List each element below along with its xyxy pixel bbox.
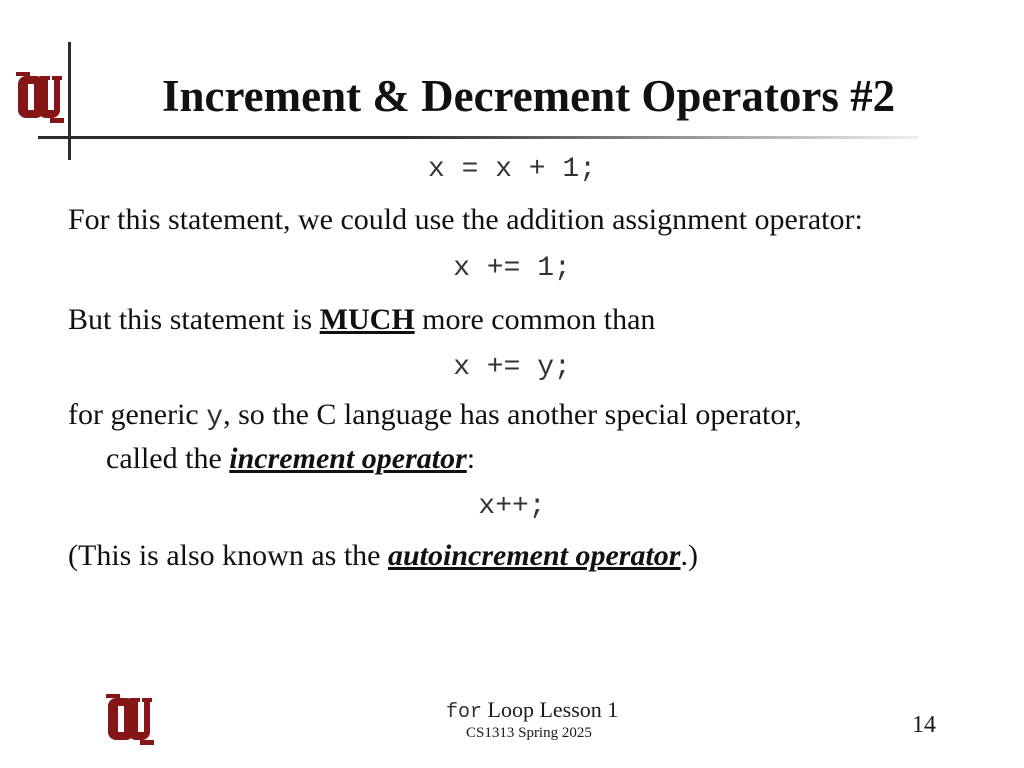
inline-code-y: y	[206, 402, 224, 433]
paragraph-2-text-b: more common than	[414, 303, 656, 336]
slide-title: Increment & Decrement Operators #2	[162, 71, 896, 121]
paragraph-3	[68, 398, 802, 433]
term-increment-operator: increment operator	[229, 442, 467, 475]
header-rule-fade	[400, 136, 960, 139]
paragraph-2-text-a: But this statement is	[68, 303, 320, 336]
footer-code-for: for	[446, 701, 483, 724]
code-line-3: x += y;	[453, 352, 571, 383]
paragraph-4	[106, 442, 475, 476]
footer-lesson-title	[446, 697, 618, 724]
paragraph-4-text-b: :	[466, 442, 476, 475]
paragraph-5-text-b: .)	[680, 539, 698, 572]
paragraph-5-text-a: (This is also known as the	[68, 539, 388, 572]
paragraph-1: For this statement, we could use the addition assignment operator:	[68, 203, 863, 236]
paragraph-4-text-a: called the	[106, 442, 230, 475]
code-line-4: x++;	[478, 491, 546, 522]
paragraph-5	[68, 539, 698, 573]
paragraph-2	[68, 303, 655, 337]
code-line-1: x = x + 1;	[427, 154, 597, 185]
ou-logo-icon	[14, 66, 70, 130]
paragraph-3-text-a: for generic	[68, 398, 207, 431]
footer-course: CS1313 Spring 2025	[466, 725, 592, 741]
term-autoincrement-operator: autoincrement operator	[387, 539, 681, 572]
ou-logo-icon	[104, 688, 160, 752]
page-number: 14	[912, 712, 936, 738]
code-line-2: x += 1;	[453, 253, 571, 284]
paragraph-3-text-b: , so the C language has another special operator,	[223, 398, 802, 431]
footer-lesson-text: Loop Lesson 1	[482, 697, 619, 722]
emphasis-much: MUCH	[319, 303, 415, 336]
